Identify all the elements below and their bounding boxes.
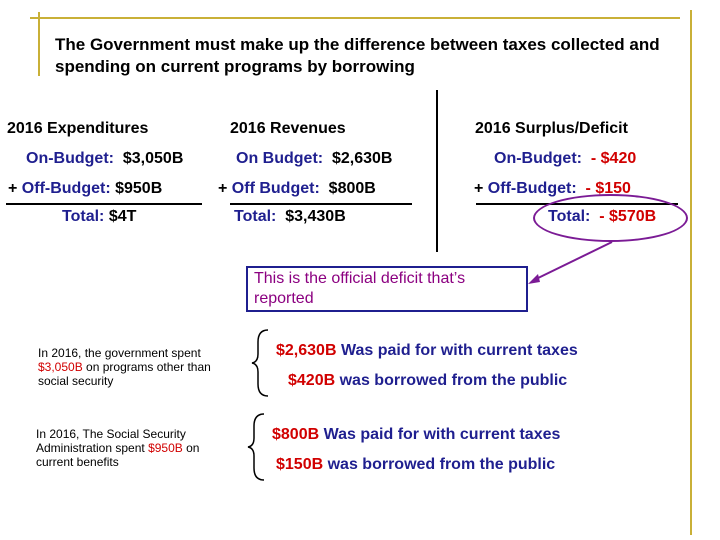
plus-sign: + xyxy=(218,180,228,197)
off-budget-label: Off Budget: xyxy=(231,180,320,197)
off-budget-note: In 2016, The Social Security Administration spent $950B on current benefits xyxy=(36,427,200,469)
off-budget-value: $950B xyxy=(115,180,163,197)
plus-sign: + xyxy=(8,180,18,197)
financing-line: $420B was borrowed from the public xyxy=(288,372,568,389)
off-budget-label: Off-Budget: xyxy=(487,180,577,197)
page-title: The Government must make up the difference between taxes collected and spending on current programs by borrowing xyxy=(55,35,660,76)
deficit-callout: This is the official deficit that’s reported xyxy=(246,266,528,312)
on-budget-label: On-Budget: xyxy=(26,150,114,167)
financing-line: $2,630B Was paid for with current taxes xyxy=(276,342,578,359)
on-budget-label: On Budget: xyxy=(236,150,324,167)
off-budget-value: $800B xyxy=(328,180,376,197)
on-budget-label: On-Budget: xyxy=(494,150,582,167)
financing-line: $150B was borrowed from the public xyxy=(276,456,556,473)
total-label: Total: xyxy=(234,208,277,225)
off-budget-value: - $150 xyxy=(585,180,631,197)
brace-icon xyxy=(246,412,268,482)
total-label: Total: xyxy=(62,208,105,225)
note-amount: $3,050B xyxy=(38,360,83,374)
plus-sign: + xyxy=(474,180,484,197)
off-budget-label: Off-Budget: xyxy=(21,180,111,197)
on-budget-note: In 2016, the government spent $3,050B on programs other than social security xyxy=(38,346,211,388)
on-budget-value: - $420 xyxy=(590,150,637,167)
expenditures-header: 2016 Expenditures xyxy=(7,120,149,137)
total-value: $3,430B xyxy=(285,208,346,225)
on-budget-value: $3,050B xyxy=(122,150,184,167)
total-value: - $570B xyxy=(599,208,657,225)
on-budget-value: $2,630B xyxy=(331,150,393,167)
revenues-header: 2016 Revenues xyxy=(230,120,346,137)
total-value: $4T xyxy=(108,208,137,225)
total-label: Total: xyxy=(548,208,591,225)
financing-line: $800B Was paid for with current taxes xyxy=(272,426,561,443)
brace-icon xyxy=(250,328,272,398)
note-amount: $950B xyxy=(148,441,183,455)
surplus-header: 2016 Surplus/Deficit xyxy=(475,120,628,137)
